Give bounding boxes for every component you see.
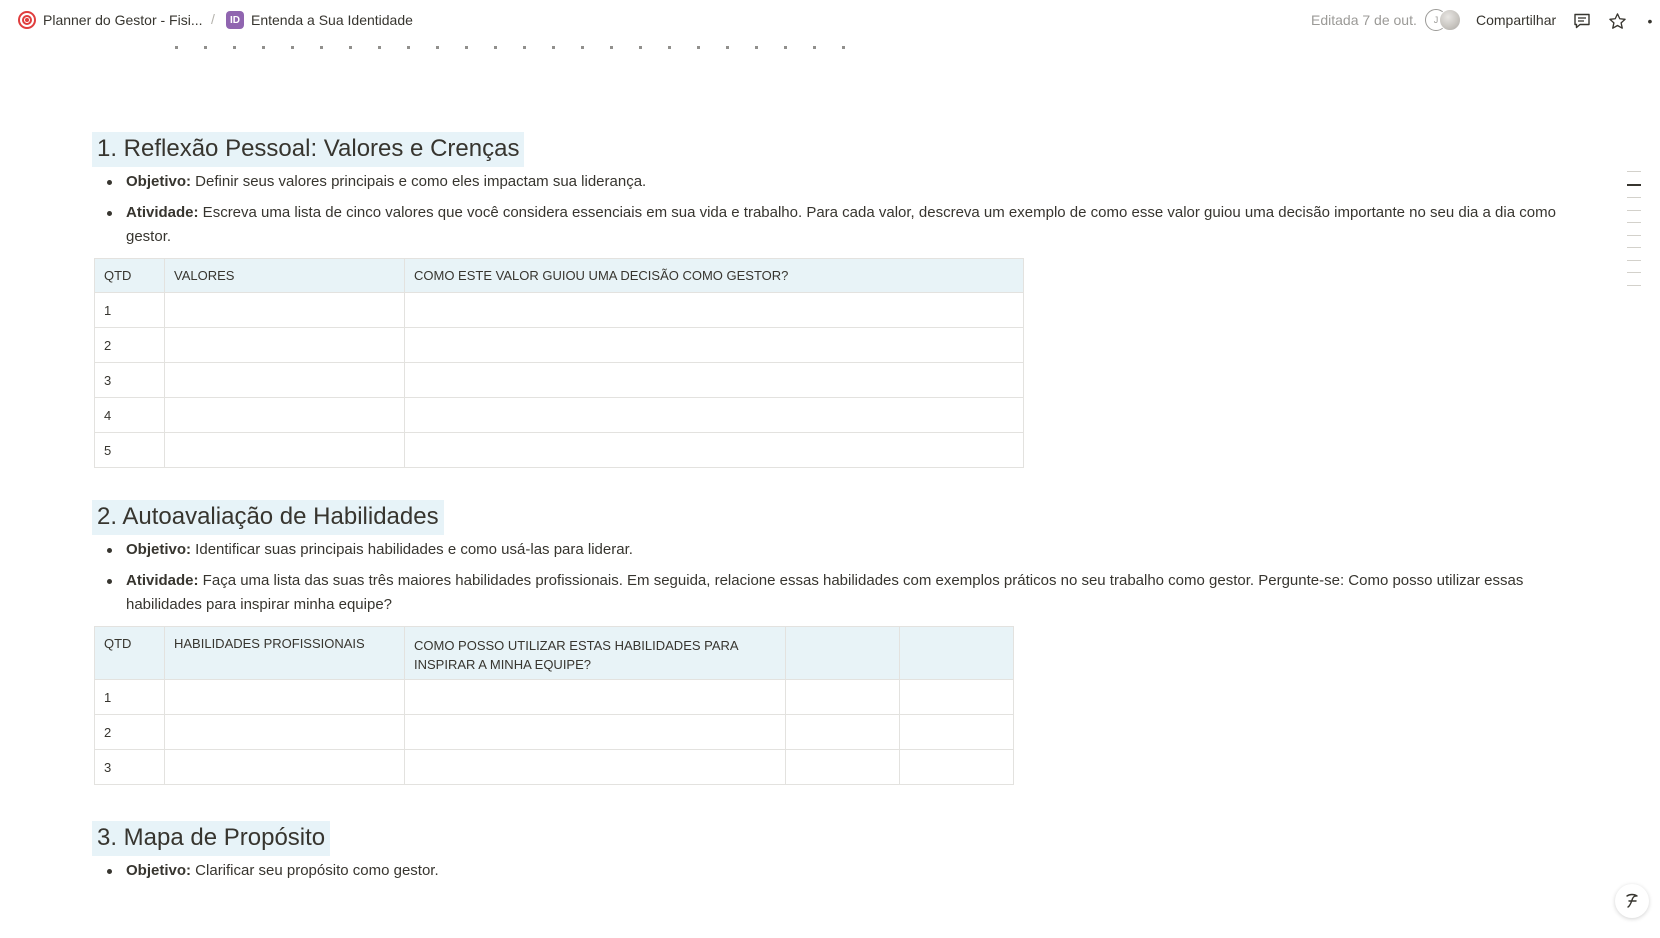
table-header-row <box>95 627 1014 680</box>
table-cell[interactable] <box>165 433 405 468</box>
target-icon <box>18 11 36 29</box>
table-header-cell[interactable]: HABILIDADES PROFISSIONAIS <box>165 627 405 680</box>
table-cell[interactable] <box>786 715 900 750</box>
table-cell[interactable] <box>165 363 405 398</box>
table-cell[interactable] <box>165 328 405 363</box>
table-header-cell[interactable]: COMO ESTE VALOR GUIOU UMA DECISÃO COMO GESTOR? <box>405 259 1024 293</box>
collaborator-avatars[interactable] <box>1425 9 1465 33</box>
section-heading-2: 2. Autoavaliação de Habilidades <box>92 500 444 535</box>
table-row <box>95 398 1024 433</box>
table-of-contents-minimap[interactable] <box>1627 171 1643 297</box>
table-cell[interactable] <box>405 433 1024 468</box>
table-cell[interactable] <box>900 680 1014 715</box>
toc-line[interactable] <box>1627 197 1641 198</box>
table-cell[interactable] <box>405 750 786 785</box>
table-row <box>95 363 1024 398</box>
activity-label: Atividade: <box>126 572 199 589</box>
table-cell[interactable]: 1 <box>95 293 165 328</box>
avatar: J <box>1425 9 1447 31</box>
toc-line[interactable] <box>1627 222 1641 223</box>
table-cell[interactable] <box>165 750 405 785</box>
toc-line[interactable] <box>1627 285 1641 286</box>
ai-icon <box>1623 892 1641 910</box>
table-header-cell[interactable]: QTD <box>95 259 165 293</box>
toc-line[interactable] <box>1627 260 1641 261</box>
table-header-cell[interactable]: QTD <box>95 627 165 680</box>
activity-label: Atividade: <box>126 204 199 221</box>
objective-label: Objetivo: <box>126 862 192 879</box>
table-cell[interactable] <box>165 293 405 328</box>
table-header-cell[interactable] <box>786 627 900 680</box>
table-cell[interactable] <box>786 680 900 715</box>
table-cell[interactable] <box>405 715 786 750</box>
table-cell[interactable]: 5 <box>95 433 165 468</box>
list-item <box>102 569 1562 617</box>
table-cell[interactable]: 3 <box>95 363 165 398</box>
breadcrumb-item-identidade[interactable] <box>226 11 413 29</box>
breadcrumb-label: Planner do Gestor - Fisi... <box>43 12 203 28</box>
table-row <box>95 293 1024 328</box>
breadcrumb-label: Entenda a Sua Identidade <box>251 12 413 28</box>
list-item <box>102 170 1562 194</box>
table-cell[interactable] <box>405 328 1024 363</box>
table-cell[interactable] <box>405 680 786 715</box>
table-cell[interactable]: 3 <box>95 750 165 785</box>
toc-line[interactable] <box>1627 272 1641 273</box>
table-row <box>95 715 1014 750</box>
list-item <box>102 859 1562 883</box>
table-cell[interactable] <box>405 293 1024 328</box>
objective-label: Objetivo: <box>126 541 192 558</box>
section-heading-3: 3. Mapa de Propósito <box>92 821 330 856</box>
table-cell[interactable] <box>405 398 1024 433</box>
table-row <box>95 680 1014 715</box>
activity-text: Escreva uma lista de cinco valores que você considera essenciais em sua vida e trabalho. Para cada valor, descreva um exemplo de como esse valor guiou uma decisão importante no seu dia a dia como gestor. <box>126 204 1556 245</box>
objective-text: Definir seus valores principais e como eles impactam sua liderança. <box>191 173 647 190</box>
table-cell[interactable] <box>165 680 405 715</box>
star-icon[interactable] <box>1607 11 1627 31</box>
toc-line[interactable] <box>1627 235 1641 236</box>
toc-line[interactable] <box>1627 210 1641 211</box>
table-cell[interactable] <box>165 398 405 433</box>
table-cell[interactable]: 2 <box>95 328 165 363</box>
ai-assistant-button[interactable] <box>1615 884 1649 918</box>
toc-line[interactable] <box>1627 171 1641 172</box>
table-row <box>95 433 1024 468</box>
section-heading-1: 1. Reflexão Pessoal: Valores e Crenças <box>92 132 524 167</box>
share-button[interactable]: Compartilhar <box>1476 12 1557 28</box>
objective-label: Objetivo: <box>126 173 192 190</box>
list-item <box>102 201 1562 249</box>
more-icon[interactable]: • <box>1647 13 1653 29</box>
toc-line[interactable] <box>1627 247 1641 248</box>
table-cell[interactable] <box>405 363 1024 398</box>
toc-line-active[interactable] <box>1627 184 1641 186</box>
skills-table <box>94 626 1014 785</box>
table-header-row <box>95 259 1024 293</box>
section-1-bullets <box>102 170 1562 256</box>
table-cell[interactable]: 1 <box>95 680 165 715</box>
breadcrumb-item-planner[interactable] <box>18 11 203 29</box>
table-cell[interactable] <box>900 715 1014 750</box>
table-cell[interactable] <box>786 750 900 785</box>
avatar-photo <box>1439 9 1461 31</box>
table-row <box>95 328 1024 363</box>
table-cell[interactable]: 4 <box>95 398 165 433</box>
table-header-cell[interactable]: COMO POSSO UTILIZAR ESTAS HABILIDADES PARA INSPIRAR A MINHA EQUIPE? <box>405 627 786 680</box>
table-header-cell[interactable]: VALORES <box>165 259 405 293</box>
section-2-bullets <box>102 538 1562 624</box>
top-bar <box>0 0 1651 42</box>
edited-timestamp[interactable]: Editada 7 de out. <box>1311 12 1417 28</box>
objective-text: Identificar suas principais habilidades e como usá-las para liderar. <box>191 541 633 558</box>
table-cell[interactable] <box>900 750 1014 785</box>
objective-text: Clarificar seu propósito como gestor. <box>191 862 439 879</box>
table-cell[interactable] <box>165 715 405 750</box>
id-icon: ID <box>226 11 244 29</box>
table-header-cell[interactable] <box>900 627 1014 680</box>
section-3-bullets <box>102 859 1562 890</box>
values-table <box>94 258 1024 468</box>
comment-icon[interactable] <box>1572 11 1592 31</box>
table-cell[interactable]: 2 <box>95 715 165 750</box>
list-item <box>102 538 1562 562</box>
activity-text: Faça uma lista das suas três maiores habilidades profissionais. Em seguida, relacione essas habilidades com exemplos práticos no seu trabalho como gestor. Pergunte-se: Como posso utilizar essas habilidades para inspirar minha equipe? <box>126 572 1524 613</box>
breadcrumb-separator: / <box>211 11 215 27</box>
table-row <box>95 750 1014 785</box>
